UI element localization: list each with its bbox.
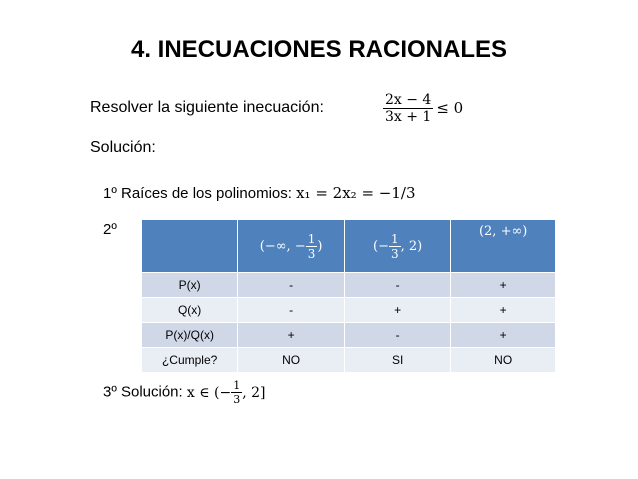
step-1-label: 1º Raíces de los polinomios: [103,185,292,202]
solution-label: Solución: [90,139,156,156]
table-cell: + [451,323,556,348]
table-row [142,323,556,348]
interval-2-den: 3 [391,246,399,261]
table-row [142,348,556,373]
header-interval-2 [344,220,450,273]
table-cell: SI [344,348,450,373]
answer-num: 1 [233,379,241,392]
interval-2-pre: (− [373,238,389,254]
step-3-answer [186,379,266,406]
step-2-label: 2º [103,221,117,238]
step-1 [103,184,416,202]
inequality [383,92,463,125]
inequality-operator: ≤ 0 [436,98,464,117]
table-cell: - [238,273,345,298]
table-row [142,273,556,298]
table-header-row [142,220,556,273]
table-cell: + [344,298,450,323]
step-3 [103,379,266,406]
table-cell: + [451,273,556,298]
row-label: ¿Cumple? [142,348,238,373]
header-interval-1 [238,220,345,273]
table-cell: NO [238,348,345,373]
table-cell: + [238,323,345,348]
row-label: P(x)/Q(x) [142,323,238,348]
interval-1-num: 1 [307,231,316,246]
problem-prompt: Resolver la siguiente inecuación: [90,99,324,116]
answer-post: , 2] [242,384,266,401]
header-interval-3: (2, +∞) [451,220,556,273]
row-label: Q(x) [142,298,238,323]
inequality-numerator: 2x − 4 [385,92,432,108]
table-cell: - [238,298,345,323]
answer-den: 3 [233,393,241,406]
row-label: P(x) [142,273,238,298]
table-cell: NO [451,348,556,373]
step-3-label: 3º Solución: [103,383,183,401]
header-empty-cell [142,220,238,273]
interval-1-den: 3 [307,246,316,261]
interval-1-post: ) [317,238,323,254]
inequality-fraction [383,92,433,125]
inequality-denominator: 3x + 1 [385,109,432,125]
page-title: 4. INECUACIONES RACIONALES [130,36,508,63]
table-row [142,298,556,323]
sign-table [141,219,556,373]
answer-pre: x ∈ (− [186,384,232,401]
table-cell: - [344,273,450,298]
table-cell: + [451,298,556,323]
step-1-roots: x₁ = 2x₂ = −1/3 [296,184,416,202]
interval-2-post: , 2) [400,238,423,254]
interval-1-pre: (−∞, − [259,238,306,254]
table-cell: - [344,323,450,348]
interval-2-num: 1 [391,231,399,246]
